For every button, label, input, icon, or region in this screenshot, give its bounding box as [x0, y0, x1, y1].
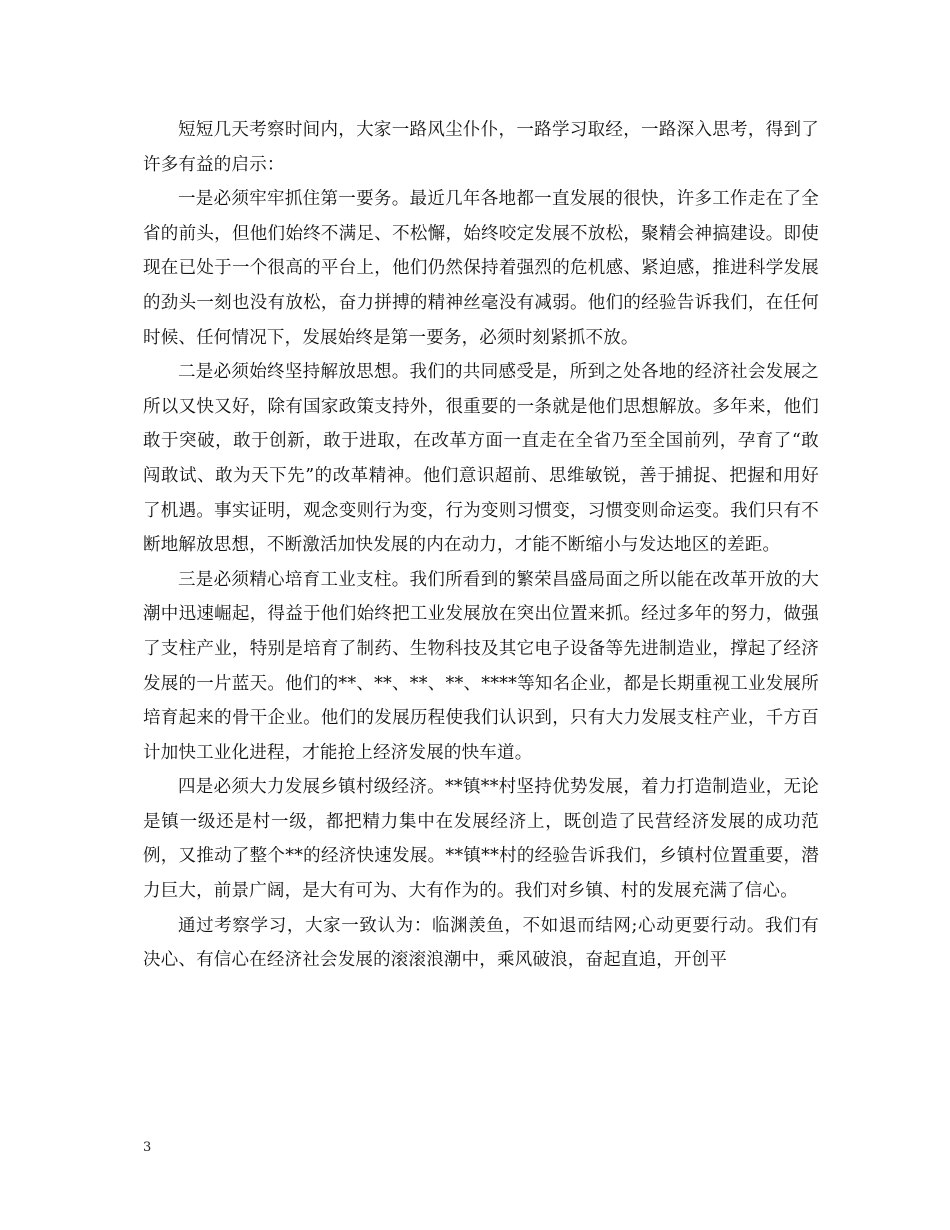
paragraph-conclusion: 通过考察学习，大家一致认为：临渊羡鱼，不如退而结网;心动更要行动。我们有决心、有信心在经济社会发展的滚滚浪潮中，乘风破浪，奋起直追，开创平: [143, 915, 819, 971]
page-number: 3: [143, 1140, 152, 1155]
paragraph-industrial-pillar: 三是必须精心培育工业支柱。我们所看到的繁荣昌盛局面之所以能在改革开放的大潮中迅速崛起，得益于他们始终把工业发展放在突出位置来抓。经过多年的努力，做强了支柱产业，特别是培育了制药、生物科技及其它电子设备等先进制造业，撑起了经济发展的一片蓝天。他们的**、**、**、**、****等知名企业，都是长期重视工业发展所培育起来的骨干企业。他们的发展历程使我们认识到，只有大力发展支柱产业，千方百计加快工业化进程，才能抢上经济发展的快车道。: [143, 569, 819, 763]
paragraph-township-economy: 四是必须大力发展乡镇村级经济。**镇**村坚持优势发展，着力打造制造业，无论是镇一级还是村一级，都把精力集中在发展经济上，既创造了民营经济发展的成功范例，又推动了整个**的经济快速发展。**镇**村的经验告诉我们，乡镇村位置重要，潜力巨大，前景广阔，是大有可为、大有作为的。我们对乡镇、村的发展充满了信心。: [143, 777, 819, 902]
body-text: [143, 113, 819, 978]
paragraph-emancipate-thinking: 二是必须始终坚持解放思想。我们的共同感受是，所到之处各地的经济社会发展之所以又快又好，除有国家政策支持外，很重要的一条就是他们思想解放。多年来，他们敢于突破，敢于创新，敢于进取，在改革方面一直走在全省乃至全国前列，孕育了“敢闯敢试、敢为天下先”的改革精神。他们意识超前、思维敏锐，善于捕捉、把握和用好了机遇。事实证明，观念变则行为变，行为变则习惯变，习惯变则命运变。我们只有不断地解放思想，不断激活加快发展的内在动力，才能不断缩小与发达地区的差距。: [143, 362, 819, 556]
paragraph-intro: 短短几天考察时间内，大家一路风尘仆仆，一路学习取经，一路深入思考，得到了许多有益的启示：: [143, 120, 819, 175]
paragraph-first-task: 一是必须牢牢抓住第一要务。最近几年各地都一直发展的很快，许多工作走在了全省的前头，但他们始终不满足、不松懈，始终咬定发展不放松，聚精会神搞建设。即使现在已处于一个很高的平台上，他们仍然保持着强烈的危机感、紧迫感，推进科学发展的劲头一刻也没有放松，奋力拼搏的精神丝毫没有减弱。他们的经验告诉我们，在任何时候、任何情况下，发展始终是第一要务，必须时刻紧抓不放。: [143, 189, 819, 348]
